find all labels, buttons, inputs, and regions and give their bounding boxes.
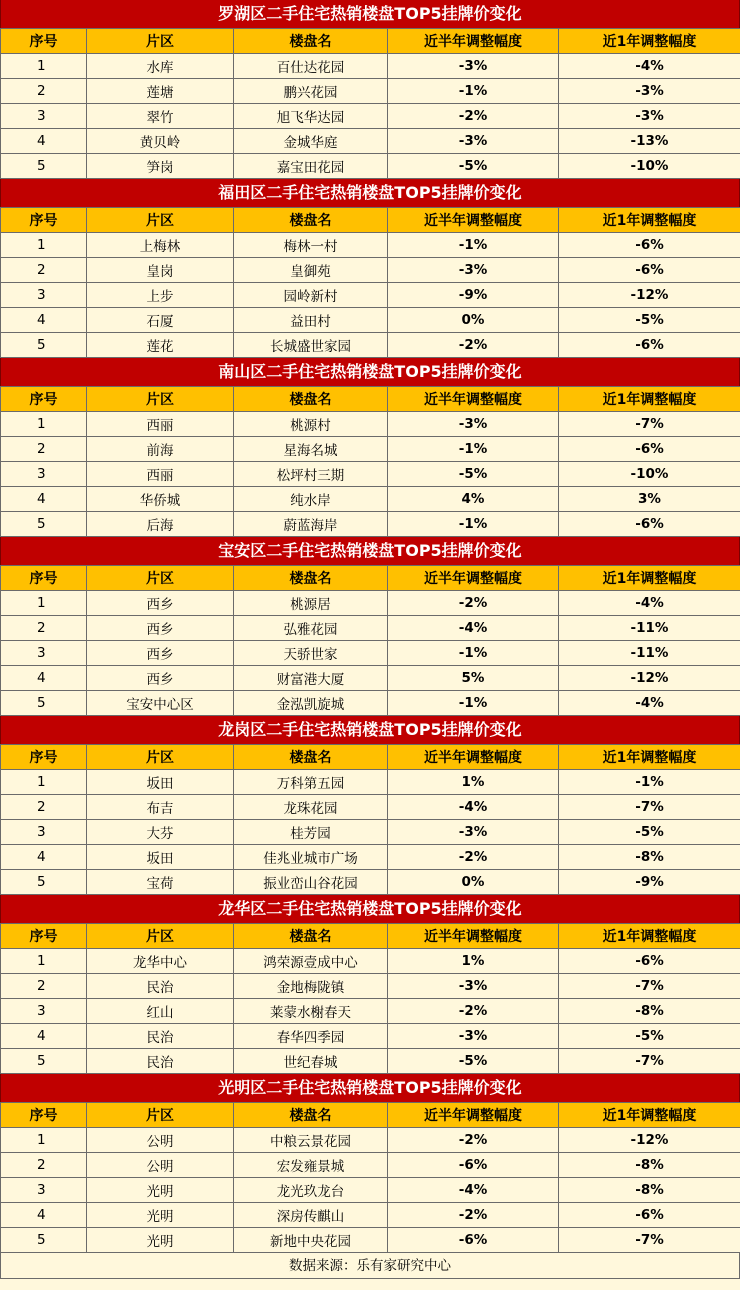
data-source-note: 数据来源：乐有家研究中心 — [0, 1253, 740, 1279]
table-row — [1, 258, 740, 283]
column-header: 近1年调整幅度 — [559, 387, 740, 412]
table-cell: 1 — [1, 233, 87, 258]
price-table — [0, 386, 740, 537]
table-cell: 宝安中心区 — [87, 691, 234, 716]
table-cell: -4% — [388, 795, 559, 820]
column-header: 楼盘名 — [234, 566, 388, 591]
header-row — [1, 1103, 740, 1128]
table-cell: 长城盛世家园 — [234, 333, 388, 358]
table-cell: 2 — [1, 974, 87, 999]
table-cell: 0% — [388, 308, 559, 333]
price-table — [0, 207, 740, 358]
table-cell: 黄贝岭 — [87, 129, 234, 154]
column-header: 序号 — [1, 745, 87, 770]
table-cell: -1% — [388, 512, 559, 537]
table-cell: 光明 — [87, 1228, 234, 1253]
column-header: 楼盘名 — [234, 29, 388, 54]
table-cell: 桂芳园 — [234, 820, 388, 845]
table-row — [1, 691, 740, 716]
table-cell: 2 — [1, 616, 87, 641]
section-title: 福田区二手住宅热销楼盘TOP5挂牌价变化 — [0, 179, 740, 207]
column-header: 楼盘名 — [234, 745, 388, 770]
table-cell: 新地中央花园 — [234, 1228, 388, 1253]
table-cell: 2 — [1, 437, 87, 462]
table-cell: 5 — [1, 870, 87, 895]
table-cell: -2% — [388, 104, 559, 129]
column-header: 近半年调整幅度 — [388, 566, 559, 591]
table-row — [1, 641, 740, 666]
table-row — [1, 1178, 740, 1203]
table-cell: -2% — [388, 1128, 559, 1153]
table-cell: -6% — [388, 1228, 559, 1253]
table-cell: 蔚蓝海岸 — [234, 512, 388, 537]
table-cell: -6% — [559, 233, 740, 258]
table-cell: 龙光玖龙台 — [234, 1178, 388, 1203]
table-cell: 4 — [1, 666, 87, 691]
table-row — [1, 154, 740, 179]
table-cell: 皇岗 — [87, 258, 234, 283]
price-table — [0, 744, 740, 895]
table-cell: 鸿荣源壹成中心 — [234, 949, 388, 974]
table-cell: 金地梅陇镇 — [234, 974, 388, 999]
section-title: 光明区二手住宅热销楼盘TOP5挂牌价变化 — [0, 1074, 740, 1102]
table-cell: 2 — [1, 258, 87, 283]
table-cell: 坂田 — [87, 770, 234, 795]
column-header: 片区 — [87, 208, 234, 233]
header-row — [1, 208, 740, 233]
table-cell: -6% — [388, 1153, 559, 1178]
table-row — [1, 333, 740, 358]
table-row — [1, 870, 740, 895]
table-cell: 佳兆业城市广场 — [234, 845, 388, 870]
table-cell: 4 — [1, 845, 87, 870]
section-title: 南山区二手住宅热销楼盘TOP5挂牌价变化 — [0, 358, 740, 386]
column-header: 片区 — [87, 387, 234, 412]
table-cell: 嘉宝田花园 — [234, 154, 388, 179]
table-cell: 百仕达花园 — [234, 54, 388, 79]
price-table — [0, 28, 740, 179]
table-cell: 民治 — [87, 974, 234, 999]
section-title: 罗湖区二手住宅热销楼盘TOP5挂牌价变化 — [0, 0, 740, 28]
column-header: 近1年调整幅度 — [559, 745, 740, 770]
column-header: 近1年调整幅度 — [559, 1103, 740, 1128]
table-cell: 皇御苑 — [234, 258, 388, 283]
column-header: 近1年调整幅度 — [559, 29, 740, 54]
table-cell: -11% — [559, 641, 740, 666]
table-row — [1, 54, 740, 79]
table-cell: -9% — [559, 870, 740, 895]
column-header: 近半年调整幅度 — [388, 387, 559, 412]
table-cell: 1 — [1, 949, 87, 974]
table-cell: 益田村 — [234, 308, 388, 333]
table-cell: -7% — [559, 974, 740, 999]
table-cell: 5% — [388, 666, 559, 691]
table-cell: -6% — [559, 949, 740, 974]
table-row — [1, 129, 740, 154]
table-cell: 西丽 — [87, 462, 234, 487]
column-header: 片区 — [87, 745, 234, 770]
table-cell: -6% — [559, 333, 740, 358]
table-cell: 4 — [1, 1024, 87, 1049]
table-cell: 桃源居 — [234, 591, 388, 616]
table-cell: 莲塘 — [87, 79, 234, 104]
table-row — [1, 770, 740, 795]
table-row — [1, 1228, 740, 1253]
district-section — [0, 716, 740, 895]
table-cell: -5% — [388, 154, 559, 179]
table-cell: 龙珠花园 — [234, 795, 388, 820]
price-table — [0, 1102, 740, 1253]
table-cell: 3 — [1, 641, 87, 666]
section-title: 宝安区二手住宅热销楼盘TOP5挂牌价变化 — [0, 537, 740, 565]
table-cell: 世纪春城 — [234, 1049, 388, 1074]
column-header: 楼盘名 — [234, 924, 388, 949]
table-cell: 1% — [388, 770, 559, 795]
column-header: 楼盘名 — [234, 208, 388, 233]
table-cell: 1% — [388, 949, 559, 974]
table-row — [1, 462, 740, 487]
table-cell: -4% — [559, 591, 740, 616]
table-cell: -8% — [559, 999, 740, 1024]
district-section — [0, 0, 740, 179]
table-cell: -7% — [559, 412, 740, 437]
table-cell: 1 — [1, 54, 87, 79]
table-cell: 财富港大厦 — [234, 666, 388, 691]
table-cell: 2 — [1, 795, 87, 820]
table-row — [1, 512, 740, 537]
header-row — [1, 745, 740, 770]
table-cell: -7% — [559, 795, 740, 820]
table-cell: 公明 — [87, 1153, 234, 1178]
table-cell: -3% — [388, 129, 559, 154]
table-cell: -4% — [559, 691, 740, 716]
table-cell: 5 — [1, 154, 87, 179]
table-cell: -3% — [388, 258, 559, 283]
table-cell: 民治 — [87, 1049, 234, 1074]
table-cell: 石厦 — [87, 308, 234, 333]
table-cell: 坂田 — [87, 845, 234, 870]
table-cell: 莲花 — [87, 333, 234, 358]
section-title: 龙岗区二手住宅热销楼盘TOP5挂牌价变化 — [0, 716, 740, 744]
column-header: 序号 — [1, 29, 87, 54]
header-row — [1, 387, 740, 412]
table-cell: 金城华庭 — [234, 129, 388, 154]
district-section — [0, 537, 740, 716]
table-row — [1, 666, 740, 691]
district-section — [0, 895, 740, 1074]
table-cell: 4 — [1, 308, 87, 333]
district-section — [0, 1074, 740, 1253]
table-cell: -4% — [559, 54, 740, 79]
column-header: 近半年调整幅度 — [388, 924, 559, 949]
table-cell: 宏发雍景城 — [234, 1153, 388, 1178]
table-cell: 公明 — [87, 1128, 234, 1153]
table-cell: 大芬 — [87, 820, 234, 845]
table-cell: 旭飞华达园 — [234, 104, 388, 129]
table-cell: 5 — [1, 691, 87, 716]
table-cell: 光明 — [87, 1203, 234, 1228]
table-cell: -6% — [559, 258, 740, 283]
table-row — [1, 845, 740, 870]
table-cell: 5 — [1, 1228, 87, 1253]
table-cell: 园岭新村 — [234, 283, 388, 308]
column-header: 片区 — [87, 924, 234, 949]
table-cell: 西乡 — [87, 666, 234, 691]
table-row — [1, 233, 740, 258]
table-cell: 前海 — [87, 437, 234, 462]
table-cell: 5 — [1, 1049, 87, 1074]
table-cell: 布吉 — [87, 795, 234, 820]
table-cell: -5% — [559, 820, 740, 845]
table-cell: -3% — [388, 54, 559, 79]
table-cell: 3 — [1, 104, 87, 129]
table-cell: 4 — [1, 1203, 87, 1228]
table-cell: 龙华中心 — [87, 949, 234, 974]
table-cell: 1 — [1, 770, 87, 795]
table-cell: -8% — [559, 1178, 740, 1203]
table-cell: 4 — [1, 129, 87, 154]
table-cell: -12% — [559, 1128, 740, 1153]
column-header: 序号 — [1, 387, 87, 412]
table-row — [1, 616, 740, 641]
table-row — [1, 974, 740, 999]
table-cell: 鹏兴花园 — [234, 79, 388, 104]
table-row — [1, 1049, 740, 1074]
column-header: 楼盘名 — [234, 1103, 388, 1128]
table-cell: 西乡 — [87, 591, 234, 616]
section-title: 龙华区二手住宅热销楼盘TOP5挂牌价变化 — [0, 895, 740, 923]
table-cell: -1% — [388, 233, 559, 258]
column-header: 近半年调整幅度 — [388, 208, 559, 233]
table-cell: 2 — [1, 1153, 87, 1178]
table-cell: 3 — [1, 1178, 87, 1203]
table-cell: -6% — [559, 1203, 740, 1228]
table-cell: -1% — [388, 641, 559, 666]
table-cell: 天骄世家 — [234, 641, 388, 666]
column-header: 序号 — [1, 566, 87, 591]
table-cell: 弘雅花园 — [234, 616, 388, 641]
table-cell: -2% — [388, 333, 559, 358]
table-cell: 4% — [388, 487, 559, 512]
table-cell: 桃源村 — [234, 412, 388, 437]
column-header: 近半年调整幅度 — [388, 745, 559, 770]
header-row — [1, 924, 740, 949]
table-cell: 4 — [1, 487, 87, 512]
column-header: 片区 — [87, 29, 234, 54]
column-header: 序号 — [1, 1103, 87, 1128]
table-cell: -2% — [388, 845, 559, 870]
price-table — [0, 565, 740, 716]
column-header: 序号 — [1, 208, 87, 233]
table-cell: -2% — [388, 591, 559, 616]
table-row — [1, 1203, 740, 1228]
table-cell: 后海 — [87, 512, 234, 537]
table-row — [1, 591, 740, 616]
table-cell: -5% — [388, 1049, 559, 1074]
table-cell: -12% — [559, 283, 740, 308]
column-header: 近1年调整幅度 — [559, 208, 740, 233]
table-cell: 红山 — [87, 999, 234, 1024]
table-cell: 3 — [1, 462, 87, 487]
table-cell: -2% — [388, 1203, 559, 1228]
table-cell: -4% — [388, 1178, 559, 1203]
table-cell: -3% — [559, 79, 740, 104]
table-cell: 西乡 — [87, 616, 234, 641]
table-cell: -3% — [388, 412, 559, 437]
table-row — [1, 79, 740, 104]
table-cell: 上步 — [87, 283, 234, 308]
district-section — [0, 358, 740, 537]
table-cell: 5 — [1, 512, 87, 537]
table-row — [1, 283, 740, 308]
table-cell: 民治 — [87, 1024, 234, 1049]
table-cell: -7% — [559, 1049, 740, 1074]
table-row — [1, 949, 740, 974]
table-cell: -5% — [388, 462, 559, 487]
table-cell: -8% — [559, 1153, 740, 1178]
header-row — [1, 29, 740, 54]
table-row — [1, 308, 740, 333]
table-cell: 莱蒙水榭春天 — [234, 999, 388, 1024]
column-header: 片区 — [87, 566, 234, 591]
table-cell: -13% — [559, 129, 740, 154]
table-cell: 翠竹 — [87, 104, 234, 129]
table-cell: 3 — [1, 820, 87, 845]
table-cell: 中粮云景花园 — [234, 1128, 388, 1153]
table-row — [1, 820, 740, 845]
table-cell: -3% — [388, 1024, 559, 1049]
table-cell: 光明 — [87, 1178, 234, 1203]
table-cell: 5 — [1, 333, 87, 358]
table-row — [1, 412, 740, 437]
column-header: 楼盘名 — [234, 387, 388, 412]
table-row — [1, 487, 740, 512]
table-cell: 纯水岸 — [234, 487, 388, 512]
table-cell: 春华四季园 — [234, 1024, 388, 1049]
table-cell: -10% — [559, 154, 740, 179]
table-cell: 华侨城 — [87, 487, 234, 512]
table-cell: -8% — [559, 845, 740, 870]
table-cell: 松坪村三期 — [234, 462, 388, 487]
district-section — [0, 179, 740, 358]
table-row — [1, 104, 740, 129]
price-table — [0, 923, 740, 1074]
table-cell: 3 — [1, 283, 87, 308]
header-row — [1, 566, 740, 591]
table-cell: -1% — [559, 770, 740, 795]
table-cell: -2% — [388, 999, 559, 1024]
table-cell: 梅林一村 — [234, 233, 388, 258]
column-header: 近1年调整幅度 — [559, 566, 740, 591]
table-cell: 西丽 — [87, 412, 234, 437]
table-cell: 3% — [559, 487, 740, 512]
table-cell: -7% — [559, 1228, 740, 1253]
table-cell: -5% — [559, 308, 740, 333]
table-cell: 宝荷 — [87, 870, 234, 895]
table-cell: -4% — [388, 616, 559, 641]
table-cell: -6% — [559, 437, 740, 462]
column-header: 近半年调整幅度 — [388, 1103, 559, 1128]
table-cell: 2 — [1, 79, 87, 104]
table-cell: 1 — [1, 412, 87, 437]
table-cell: 西乡 — [87, 641, 234, 666]
table-cell: 水库 — [87, 54, 234, 79]
table-cell: -3% — [559, 104, 740, 129]
table-row — [1, 795, 740, 820]
table-row — [1, 1128, 740, 1153]
table-cell: 星海名城 — [234, 437, 388, 462]
table-cell: -10% — [559, 462, 740, 487]
table-cell: -12% — [559, 666, 740, 691]
table-cell: 0% — [388, 870, 559, 895]
table-cell: -11% — [559, 616, 740, 641]
table-cell: -1% — [388, 79, 559, 104]
table-cell: 振业峦山谷花园 — [234, 870, 388, 895]
table-cell: 上梅林 — [87, 233, 234, 258]
table-cell: -5% — [559, 1024, 740, 1049]
table-cell: -1% — [388, 691, 559, 716]
table-cell: 笋岗 — [87, 154, 234, 179]
table-cell: 1 — [1, 591, 87, 616]
table-cell: -3% — [388, 974, 559, 999]
table-row — [1, 1024, 740, 1049]
table-cell: -6% — [559, 512, 740, 537]
table-cell: 1 — [1, 1128, 87, 1153]
table-cell: -3% — [388, 820, 559, 845]
table-cell: 万科第五园 — [234, 770, 388, 795]
table-row — [1, 999, 740, 1024]
column-header: 近1年调整幅度 — [559, 924, 740, 949]
table-cell: 金泓凯旋城 — [234, 691, 388, 716]
table-cell: 3 — [1, 999, 87, 1024]
table-cell: -9% — [388, 283, 559, 308]
column-header: 近半年调整幅度 — [388, 29, 559, 54]
table-row — [1, 437, 740, 462]
column-header: 序号 — [1, 924, 87, 949]
table-row — [1, 1153, 740, 1178]
table-cell: -1% — [388, 437, 559, 462]
column-header: 片区 — [87, 1103, 234, 1128]
table-cell: 深房传麒山 — [234, 1203, 388, 1228]
